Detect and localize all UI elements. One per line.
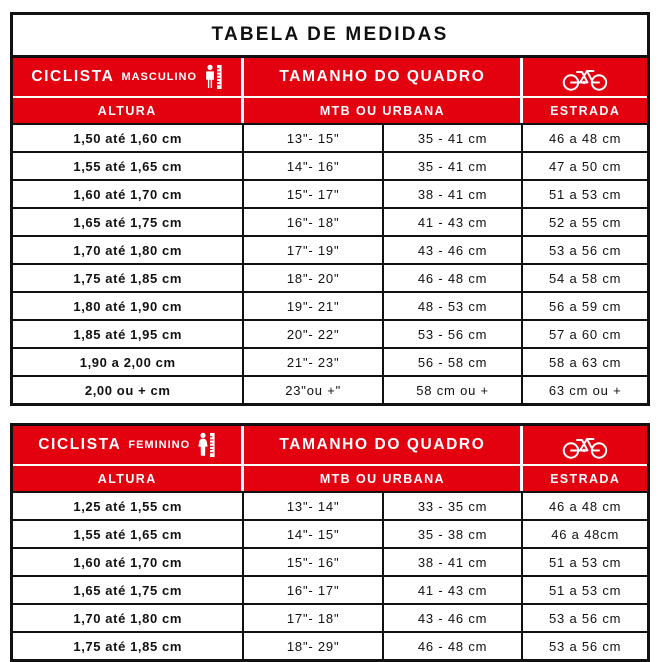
header-frame-label: TAMANHO DO QUADRO [279, 68, 486, 85]
cell-estrada: 57 a 60 cm [548, 326, 622, 342]
header-bike-icon-cell [523, 426, 647, 464]
table-row [13, 347, 647, 375]
cell-estrada: 51 a 53 cm [548, 186, 622, 202]
cell-mtb-inch: 14"- 15" [244, 521, 383, 547]
table-row [13, 491, 647, 519]
cell-mtb-cm: 53 - 56 cm [384, 321, 523, 347]
table-row [13, 179, 647, 207]
cell-altura: 1,65 até 1,75 cm [13, 209, 244, 235]
table-row [13, 291, 647, 319]
table-row [13, 207, 647, 235]
subheader-estrada: ESTRADA [550, 103, 621, 118]
cell-mtb-cm: 46 - 48 cm [384, 265, 523, 291]
cell-mtb-inch: 23"ou +" [244, 377, 383, 403]
cell-estrada: 51 a 53 cm [548, 582, 622, 598]
table-row [13, 263, 647, 291]
table-row [13, 547, 647, 575]
cell-mtb-cm: 56 - 58 cm [384, 349, 523, 375]
cell-altura: 1,70 até 1,80 cm [13, 605, 244, 631]
cell-altura: 1,50 até 1,60 cm [13, 125, 244, 151]
header-frame-cell [244, 426, 523, 464]
cell-altura: 2,00 ou + cm [13, 377, 244, 403]
cell-altura: 1,75 até 1,85 cm [13, 265, 244, 291]
cell-mtb-cm: 41 - 43 cm [384, 209, 523, 235]
cell-altura: 1,75 até 1,85 cm [13, 633, 244, 659]
cell-estrada: 46 a 48cm [551, 526, 620, 542]
cell-mtb-cm: 38 - 41 cm [384, 549, 523, 575]
table-feminino-subheader [13, 464, 647, 491]
cell-estrada: 52 a 55 cm [548, 214, 622, 230]
cell-altura: 1,80 até 1,90 cm [13, 293, 244, 319]
cell-altura: 1,60 até 1,70 cm [13, 181, 244, 207]
cell-estrada: 58 a 63 cm [548, 354, 622, 370]
page-title [10, 12, 650, 58]
cell-mtb-cm: 35 - 38 cm [384, 521, 523, 547]
cell-altura: 1,55 até 1,65 cm [13, 521, 244, 547]
cell-mtb-inch: 17"- 18" [244, 605, 383, 631]
subheader-mtb: MTB OU URBANA [244, 466, 523, 491]
cell-altura: 1,70 até 1,80 cm [13, 237, 244, 263]
header-cyclist-gender: MASCULINO [121, 71, 198, 83]
cell-altura: 1,85 até 1,95 cm [13, 321, 244, 347]
header-cyclist-cell [13, 426, 244, 464]
page-title-text: TABELA DE MEDIDAS [211, 24, 449, 45]
cell-estrada: 46 a 48 cm [548, 498, 622, 514]
table-row [13, 151, 647, 179]
table-row [13, 603, 647, 631]
cell-mtb-cm: 46 - 48 cm [384, 633, 523, 659]
cell-mtb-inch: 19"- 21" [244, 293, 383, 319]
table-row [13, 519, 647, 547]
table-feminino-header [13, 426, 647, 464]
cell-mtb-cm: 43 - 46 cm [384, 237, 523, 263]
cell-mtb-inch: 16"- 17" [244, 577, 383, 603]
cell-estrada: 47 a 50 cm [548, 158, 622, 174]
table-masculino [10, 58, 650, 406]
table-row [13, 375, 647, 403]
header-cyclist-cell [13, 58, 244, 96]
cell-altura: 1,65 até 1,75 cm [13, 577, 244, 603]
cell-mtb-cm: 58 cm ou + [384, 377, 523, 403]
cell-mtb-cm: 48 - 53 cm [384, 293, 523, 319]
table-row [13, 319, 647, 347]
cell-mtb-inch: 20"- 22" [244, 321, 383, 347]
person-ruler-icon [197, 432, 216, 458]
cell-mtb-inch: 15"- 17" [244, 181, 383, 207]
cell-mtb-inch: 18"- 29" [244, 633, 383, 659]
cell-estrada: 51 a 53 cm [548, 554, 622, 570]
bicycle-icon [562, 432, 608, 459]
cell-mtb-inch: 14"- 16" [244, 153, 383, 179]
table-masculino-subheader [13, 96, 647, 123]
cell-estrada: 56 a 59 cm [548, 298, 622, 314]
header-bike-icon-cell [523, 58, 647, 96]
cell-estrada: 53 a 56 cm [548, 610, 622, 626]
cell-mtb-cm: 33 - 35 cm [384, 493, 523, 519]
cell-mtb-inch: 13"- 14" [244, 493, 383, 519]
cell-altura: 1,25 até 1,55 cm [13, 493, 244, 519]
table-row [13, 235, 647, 263]
subheader-mtb: MTB OU URBANA [244, 98, 523, 123]
table-row [13, 123, 647, 151]
table-feminino [10, 423, 650, 662]
cell-mtb-inch: 17"- 19" [244, 237, 383, 263]
cell-mtb-inch: 21"- 23" [244, 349, 383, 375]
table-masculino-header [13, 58, 647, 96]
cell-estrada: 53 a 56 cm [548, 242, 622, 258]
subheader-altura: ALTURA [13, 98, 244, 123]
header-frame-cell [244, 58, 523, 96]
person-ruler-icon [204, 64, 223, 90]
subheader-altura: ALTURA [13, 466, 244, 491]
header-cyclist-gender: FEMININO [128, 439, 191, 451]
cell-estrada: 53 a 56 cm [548, 638, 622, 654]
bicycle-icon [562, 64, 608, 91]
table-row [13, 575, 647, 603]
cell-altura: 1,55 até 1,65 cm [13, 153, 244, 179]
header-cyclist-label: CICLISTA [38, 436, 122, 453]
cell-mtb-inch: 16"- 18" [244, 209, 383, 235]
cell-mtb-cm: 43 - 46 cm [384, 605, 523, 631]
cell-mtb-inch: 13"- 15" [244, 125, 383, 151]
subheader-estrada: ESTRADA [550, 471, 621, 486]
table-spacer [10, 406, 650, 423]
cell-altura: 1,90 a 2,00 cm [13, 349, 244, 375]
header-frame-label: TAMANHO DO QUADRO [279, 436, 486, 453]
cell-mtb-inch: 18"- 20" [244, 265, 383, 291]
cell-altura: 1,60 até 1,70 cm [13, 549, 244, 575]
cell-mtb-inch: 15"- 16" [244, 549, 383, 575]
cell-mtb-cm: 35 - 41 cm [384, 153, 523, 179]
header-cyclist-label: CICLISTA [31, 68, 115, 85]
cell-estrada: 54 a 58 cm [548, 270, 622, 286]
cell-estrada: 46 a 48 cm [548, 130, 622, 146]
cell-mtb-cm: 41 - 43 cm [384, 577, 523, 603]
cell-mtb-cm: 38 - 41 cm [384, 181, 523, 207]
cell-estrada: 63 cm ou + [548, 382, 622, 398]
table-row [13, 631, 647, 659]
cell-mtb-cm: 35 - 41 cm [384, 125, 523, 151]
